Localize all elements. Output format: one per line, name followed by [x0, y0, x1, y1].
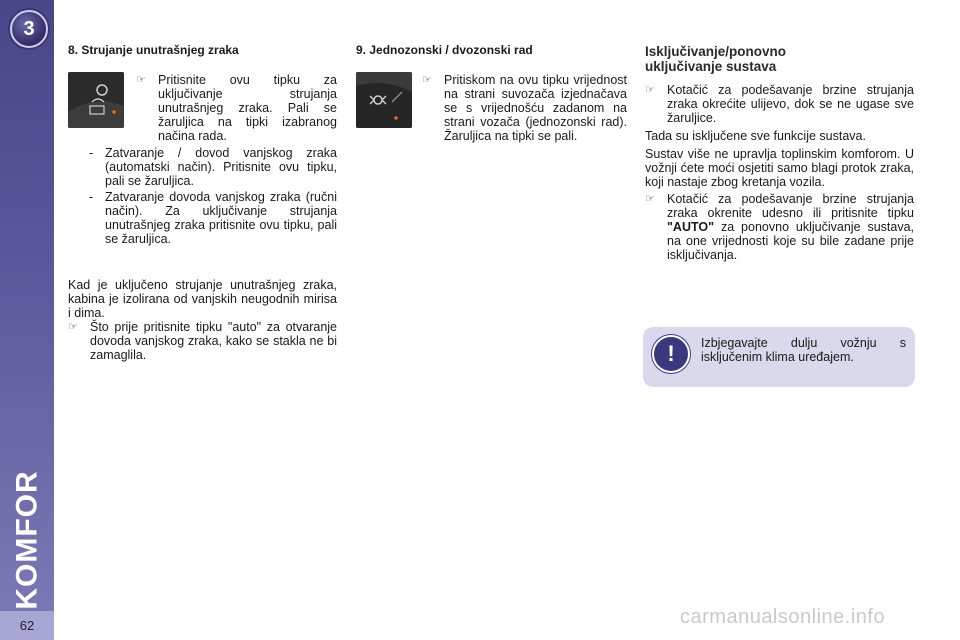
section-8-paragraph: Kad je uključeno strujanje unutrašnjeg zraka, kabina je izolirana od vanjskih neugodnih mirisa i dima. [68, 278, 337, 320]
section-8-tip-bullet [68, 320, 337, 362]
warning-text: Izbjegavajte dulju vožnju s isključenim klima uređajem. [701, 336, 906, 364]
section-9-bullet [422, 73, 627, 143]
chapter-title [6, 470, 50, 610]
mono-zone-button-illustration [356, 72, 412, 128]
section-8-intro-bullet [136, 73, 337, 143]
section-8-intro-text: Pritisnite ovu tipku za uključivanje strujanja unutrašnjeg zraka. Pali se žaruljica na tipki izabranog načina rada. [158, 73, 337, 143]
pointer-icon: ☞ [136, 74, 146, 86]
section-off-para-1: Tada su isključene sve funkcije sustava. [645, 129, 866, 143]
section-off-bullet-1-text: Kotačić za podešavanje brzine strujanja zraka okrećite ulijevo, dok se ne ugase sve žaruljice. [667, 83, 914, 125]
section-off-bullet-2 [645, 192, 914, 262]
dash-mark: - [89, 146, 94, 160]
section-off-bullet-2-text [667, 192, 914, 262]
section-off-heading-line1: Isključivanje/ponovno [645, 44, 787, 59]
pointer-icon: ☞ [645, 193, 655, 205]
bullet-2-after: za ponovno uključivanje sustava, na one vrijednosti koje su bile zadane prije isključivanja. [667, 220, 914, 262]
auto-button-label: "AUTO" [667, 220, 715, 234]
section-9-text: Pritiskom na ovu tipku vrijednost na strani suvozača izjednačava se s vrijednošću zadanom na strani vozača (jednozonski rad). Žaruljica na tipki se pali. [444, 73, 627, 143]
pointer-icon: ☞ [68, 321, 78, 333]
dash-item-text: Zatvaranje / dovod vanjskog zraka (automatski način). Pritisnite ovu tipku, pali se žaruljica. [105, 146, 337, 188]
chapter-title-text: KOMFOR [11, 470, 45, 610]
section-8-tip-text: Što prije pritisnite tipku "auto" za otvaranje dovoda vanjskog zraka, kako se stakla ne bi zamaglila. [90, 320, 337, 362]
chapter-number: 3 [23, 17, 35, 40]
section-off-heading-line2: uključivanje sustava [645, 59, 777, 74]
page-number: 62 [0, 611, 54, 640]
pointer-icon: ☞ [645, 84, 655, 96]
watermark: carmanualsonline.info [680, 606, 886, 628]
section-9-heading: 9. Jednozonski / dvozonski rad [356, 43, 533, 57]
section-off-heading [645, 44, 915, 74]
recirculation-button-illustration [68, 72, 124, 128]
dash-item-text: Zatvaranje dovoda vanjskog zraka (ručni način). Za uključivanje strujanja unutrašnjeg zraka pritisnite ovu tipku, pali se žaruljica. [105, 190, 337, 246]
mono-zone-button-image [356, 72, 412, 128]
sidebar [0, 0, 54, 640]
section-off-bullet-1 [645, 83, 914, 125]
recirculation-button-image [68, 72, 124, 128]
pointer-icon: ☞ [422, 74, 432, 86]
dash-item-auto [89, 146, 337, 188]
bullet-2-before: Kotačić za podešavanje brzine strujanja zraka okrenite udesno ili pritisnite tipku [667, 192, 914, 220]
chapter-badge [10, 10, 48, 48]
dash-item-manual [89, 190, 337, 246]
exclamation-icon: ! [652, 335, 690, 373]
warning-note [643, 327, 915, 387]
section-off-para-2: Sustav više ne upravlja toplinskim komforom. U vožnji ćete moći osjetiti samo blagi protok zraka, koji nastaje zbog kretanja vozila. [645, 147, 914, 189]
section-8-heading: 8. Strujanje unutrašnjeg zraka [68, 43, 239, 57]
dash-mark: - [89, 190, 94, 204]
